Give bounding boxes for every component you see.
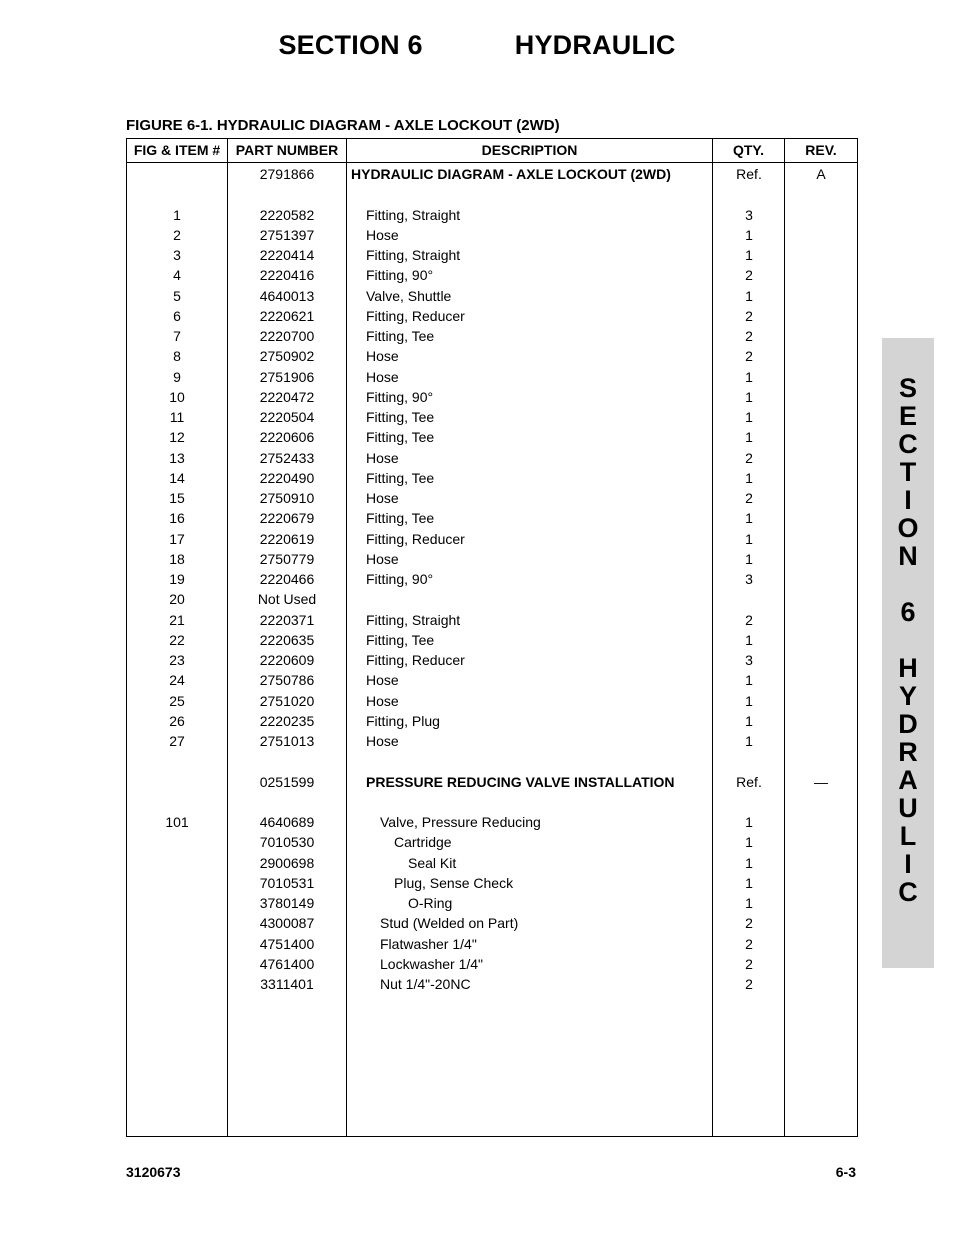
table-row: [127, 468, 857, 488]
side-tab-letter: I: [904, 485, 912, 515]
section-number: SECTION 6: [278, 30, 423, 60]
cell-description: Hose: [366, 550, 399, 567]
cell-part-number: 2220235: [259, 712, 315, 729]
cell-description: Fitting, Tee: [366, 429, 435, 446]
cell-part-number: 2751397: [259, 226, 315, 243]
cell-description: Fitting, 90°: [366, 267, 434, 284]
table-body: [127, 164, 857, 994]
side-tab-letter: O: [897, 513, 919, 543]
header-fig-item: FIG & ITEM #: [133, 142, 221, 158]
table-row: [127, 772, 857, 792]
table-row: [127, 934, 857, 954]
cell-fig-item: 27: [169, 733, 185, 749]
table-row: [127, 549, 857, 569]
cell-description: Seal Kit: [408, 854, 457, 871]
cell-part-number: 2752433: [259, 449, 315, 466]
cell-fig-item: 21: [169, 611, 185, 628]
cell-part-number: 2220466: [259, 571, 315, 587]
cell-fig-item: 23: [169, 652, 185, 668]
cell-part-number: 3780149: [259, 895, 315, 911]
cell-fig-item: 22: [169, 631, 185, 648]
table-row: [127, 812, 857, 832]
cell-qty: 1: [745, 368, 753, 385]
cell-part-number: 2750779: [259, 550, 315, 567]
side-tab-letter: E: [898, 401, 917, 431]
cell-qty: 3: [745, 652, 753, 668]
table-row: [127, 650, 857, 670]
table-row: [127, 306, 857, 326]
cell-fig-item: 4: [173, 267, 181, 284]
cell-qty: 1: [745, 895, 753, 911]
cell-description: Fitting, Tee: [366, 409, 435, 425]
cell-part-number: 7010531: [259, 874, 315, 891]
cell-fig-item: 3: [173, 247, 181, 263]
cell-part-number: 4640013: [259, 287, 315, 304]
cell-qty: 1: [745, 733, 753, 749]
cell-part-number: 2220490: [259, 469, 315, 486]
header-qty: QTY.: [732, 142, 765, 158]
table-row: [127, 205, 857, 225]
side-tab-letter: N: [898, 541, 918, 571]
cell-qty: 2: [745, 490, 753, 506]
table-row: [127, 873, 857, 893]
cell-part-number: 2220371: [259, 611, 315, 628]
cell-qty: 2: [745, 955, 753, 972]
cell-qty: 2: [745, 935, 753, 952]
cell-description: Fitting, Plug: [366, 712, 440, 729]
cell-rev: A: [816, 166, 826, 182]
table-row: [127, 488, 857, 508]
cell-description: Cartridge: [394, 834, 452, 851]
side-tab-letter: Y: [898, 681, 917, 711]
cell-description: Flatwasher 1/4": [380, 935, 477, 952]
cell-qty: 1: [745, 530, 753, 547]
cell-fig-item: 2: [173, 226, 181, 243]
cell-qty: 1: [745, 854, 753, 871]
side-tab-letters: [882, 374, 934, 906]
cell-part-number: 2750786: [259, 672, 315, 689]
table-row: [127, 731, 857, 751]
cell-description: Lockwasher 1/4": [380, 955, 484, 972]
side-tab-letter: [882, 570, 934, 598]
cell-part-number: 2220504: [259, 409, 315, 425]
table-row: [127, 610, 857, 630]
cell-qty: 1: [745, 429, 753, 446]
cell-part-number: 4761400: [259, 955, 315, 972]
cell-fig-item: 20: [169, 591, 185, 608]
cell-description: Hose: [366, 733, 399, 749]
cell-qty: 2: [745, 348, 753, 365]
section-side-tab: [882, 338, 934, 968]
figure-title: FIGURE 6-1. HYDRAULIC DIAGRAM - AXLE LOCKOUT (2WD): [126, 117, 560, 134]
cell-fig-item: 25: [169, 692, 185, 709]
table-row: [127, 164, 857, 184]
cell-qty: 2: [745, 611, 753, 628]
cell-qty: 1: [745, 388, 753, 405]
table-row: [127, 630, 857, 650]
side-tab-letter: L: [899, 821, 917, 851]
cell-qty: 1: [745, 247, 753, 263]
cell-description: Fitting, Tee: [366, 631, 435, 648]
cell-part-number: 3311401: [260, 976, 314, 992]
cell-qty: 1: [745, 469, 753, 486]
cell-qty: 1: [745, 834, 753, 851]
table-row: [127, 893, 857, 913]
table-row: [127, 407, 857, 427]
table-row: [127, 913, 857, 933]
cell-qty: 1: [745, 814, 753, 830]
cell-fig-item: 12: [169, 429, 185, 446]
cell-qty: 3: [745, 206, 753, 223]
cell-description: Fitting, Reducer: [366, 530, 465, 547]
cell-description: PRESSURE REDUCING VALVE INSTALLATION: [366, 773, 675, 790]
cell-description: Hose: [366, 692, 399, 709]
cell-part-number: 0251599: [259, 773, 315, 790]
header-divider: [127, 162, 857, 163]
cell-fig-item: 18: [169, 550, 185, 567]
cell-fig-item: 6: [173, 307, 181, 324]
side-tab-letter: U: [898, 793, 918, 823]
table-row: [127, 670, 857, 690]
header-part-number: PART NUMBER: [235, 142, 339, 158]
cell-description: Fitting, 90°: [366, 571, 434, 587]
cell-description: Hose: [366, 490, 399, 506]
cell-description: Hose: [366, 672, 399, 689]
cell-qty: 2: [745, 976, 753, 992]
cell-qty: 1: [745, 287, 753, 304]
cell-qty: Ref.: [736, 773, 762, 790]
cell-fig-item: 11: [169, 409, 185, 425]
cell-description: Fitting, Straight: [366, 247, 461, 263]
table-row: [127, 508, 857, 528]
side-tab-letter: D: [898, 709, 918, 739]
parts-table: [126, 138, 858, 1137]
cell-description: Fitting, Reducer: [366, 307, 465, 324]
cell-qty: 1: [745, 692, 753, 709]
cell-part-number: 2751906: [259, 368, 315, 385]
cell-part-number: 2220414: [259, 247, 315, 263]
cell-part-number: Not Used: [257, 591, 317, 608]
cell-part-number: 2751013: [259, 733, 315, 749]
cell-part-number: 7010530: [259, 834, 315, 851]
cell-qty: 2: [745, 449, 753, 466]
side-tab-letter: T: [899, 457, 917, 487]
table-row: [127, 792, 857, 812]
table-row: [127, 225, 857, 245]
cell-qty: 2: [745, 328, 753, 344]
section-name: HYDRAULIC: [514, 30, 676, 60]
cell-part-number: 2220635: [259, 631, 315, 648]
cell-part-number: 2751020: [259, 692, 315, 709]
cell-qty: 2: [745, 915, 753, 932]
table-row: [127, 367, 857, 387]
side-tab-letter: A: [898, 765, 918, 795]
table-row: [127, 711, 857, 731]
cell-fig-item: 26: [169, 712, 185, 729]
footer-doc-number: 3120673: [126, 1164, 181, 1180]
cell-qty: 2: [745, 267, 753, 284]
side-tab-letter: H: [898, 653, 918, 683]
cell-qty: 1: [745, 631, 753, 648]
cell-fig-item: 101: [165, 814, 189, 830]
header-description: DESCRIPTION: [481, 142, 578, 158]
cell-fig-item: 8: [173, 348, 181, 365]
cell-part-number: 2220679: [259, 510, 315, 527]
footer-page-number: 6-3: [835, 1164, 856, 1180]
cell-qty: 1: [745, 874, 753, 891]
side-tab-letter: 6: [900, 597, 916, 627]
cell-part-number: 2750902: [259, 348, 315, 365]
cell-qty: 1: [745, 409, 753, 425]
side-tab-letter: S: [898, 373, 917, 403]
cell-description: Valve, Pressure Reducing: [380, 814, 541, 830]
cell-part-number: 2791866: [259, 166, 315, 182]
cell-description: Nut 1/4"-20NC: [380, 976, 471, 992]
cell-description: Hose: [366, 348, 399, 365]
cell-qty: 2: [745, 307, 753, 324]
table-row: [127, 427, 857, 447]
table-row: [127, 387, 857, 407]
cell-description: Stud (Welded on Part): [380, 915, 519, 932]
cell-part-number: 2220472: [259, 388, 315, 405]
cell-description: Hose: [366, 226, 399, 243]
table-row: [127, 346, 857, 366]
cell-part-number: 2220582: [259, 206, 315, 223]
cell-qty: 1: [745, 226, 753, 243]
cell-part-number: 2220416: [259, 267, 315, 284]
cell-fig-item: 24: [169, 672, 185, 689]
cell-part-number: 2220606: [259, 429, 315, 446]
cell-qty: 1: [745, 712, 753, 729]
cell-fig-item: 5: [173, 287, 181, 304]
side-tab-letter: [882, 626, 934, 654]
table-row: [127, 954, 857, 974]
section-title: [0, 30, 954, 61]
cell-description: HYDRAULIC DIAGRAM - AXLE LOCKOUT (2WD): [351, 166, 671, 182]
cell-fig-item: 10: [169, 388, 185, 405]
cell-part-number: 2750910: [259, 490, 315, 506]
table-row: [127, 589, 857, 609]
cell-description: O-Ring: [408, 895, 453, 911]
table-row: [127, 853, 857, 873]
cell-description: Fitting, Reducer: [366, 652, 465, 668]
cell-description: Fitting, 90°: [366, 388, 434, 405]
cell-fig-item: 19: [169, 571, 185, 587]
table-row: [127, 326, 857, 346]
cell-part-number: 2220621: [259, 307, 315, 324]
cell-part-number: 4751400: [259, 935, 315, 952]
side-tab-letter: C: [898, 877, 918, 907]
cell-fig-item: 13: [169, 449, 185, 466]
cell-description: Hose: [366, 449, 399, 466]
cell-qty: 1: [745, 510, 753, 527]
cell-part-number: 4300087: [259, 915, 315, 932]
cell-qty: 1: [745, 672, 753, 689]
table-row: [127, 974, 857, 994]
table-row: [127, 529, 857, 549]
cell-part-number: 2900698: [259, 854, 315, 871]
cell-description: Fitting, Straight: [366, 611, 461, 628]
cell-fig-item: 1: [173, 206, 181, 223]
cell-fig-item: 14: [169, 469, 185, 486]
cell-description: Fitting, Straight: [366, 206, 461, 223]
cell-fig-item: 15: [169, 490, 185, 506]
cell-part-number: 4640689: [259, 814, 315, 830]
side-tab-letter: R: [898, 737, 918, 767]
cell-fig-item: 17: [169, 530, 185, 547]
side-tab-letter: C: [898, 429, 918, 459]
cell-description: Fitting, Tee: [366, 469, 435, 486]
cell-description: Valve, Shuttle: [366, 287, 452, 304]
cell-qty: 1: [745, 550, 753, 567]
cell-fig-item: 16: [169, 510, 185, 527]
cell-description: Plug, Sense Check: [394, 874, 514, 891]
table-row: [127, 184, 857, 204]
cell-qty: Ref.: [736, 166, 762, 182]
cell-fig-item: 9: [173, 368, 181, 385]
cell-description: Fitting, Tee: [366, 328, 435, 344]
cell-description: Hose: [366, 368, 399, 385]
table-row: [127, 286, 857, 306]
table-row: [127, 245, 857, 265]
cell-description: Fitting, Tee: [366, 510, 435, 527]
cell-part-number: 2220700: [259, 328, 315, 344]
table-row: [127, 265, 857, 285]
table-row: [127, 832, 857, 852]
table-row: [127, 751, 857, 771]
table-row: [127, 691, 857, 711]
header-rev: REV.: [805, 142, 837, 158]
cell-fig-item: 7: [173, 328, 181, 344]
table-row: [127, 448, 857, 468]
cell-part-number: 2220609: [259, 652, 315, 668]
table-row: [127, 569, 857, 589]
cell-qty: 3: [745, 571, 753, 587]
cell-rev: —: [814, 773, 828, 790]
cell-part-number: 2220619: [259, 530, 315, 547]
side-tab-letter: I: [904, 849, 912, 879]
